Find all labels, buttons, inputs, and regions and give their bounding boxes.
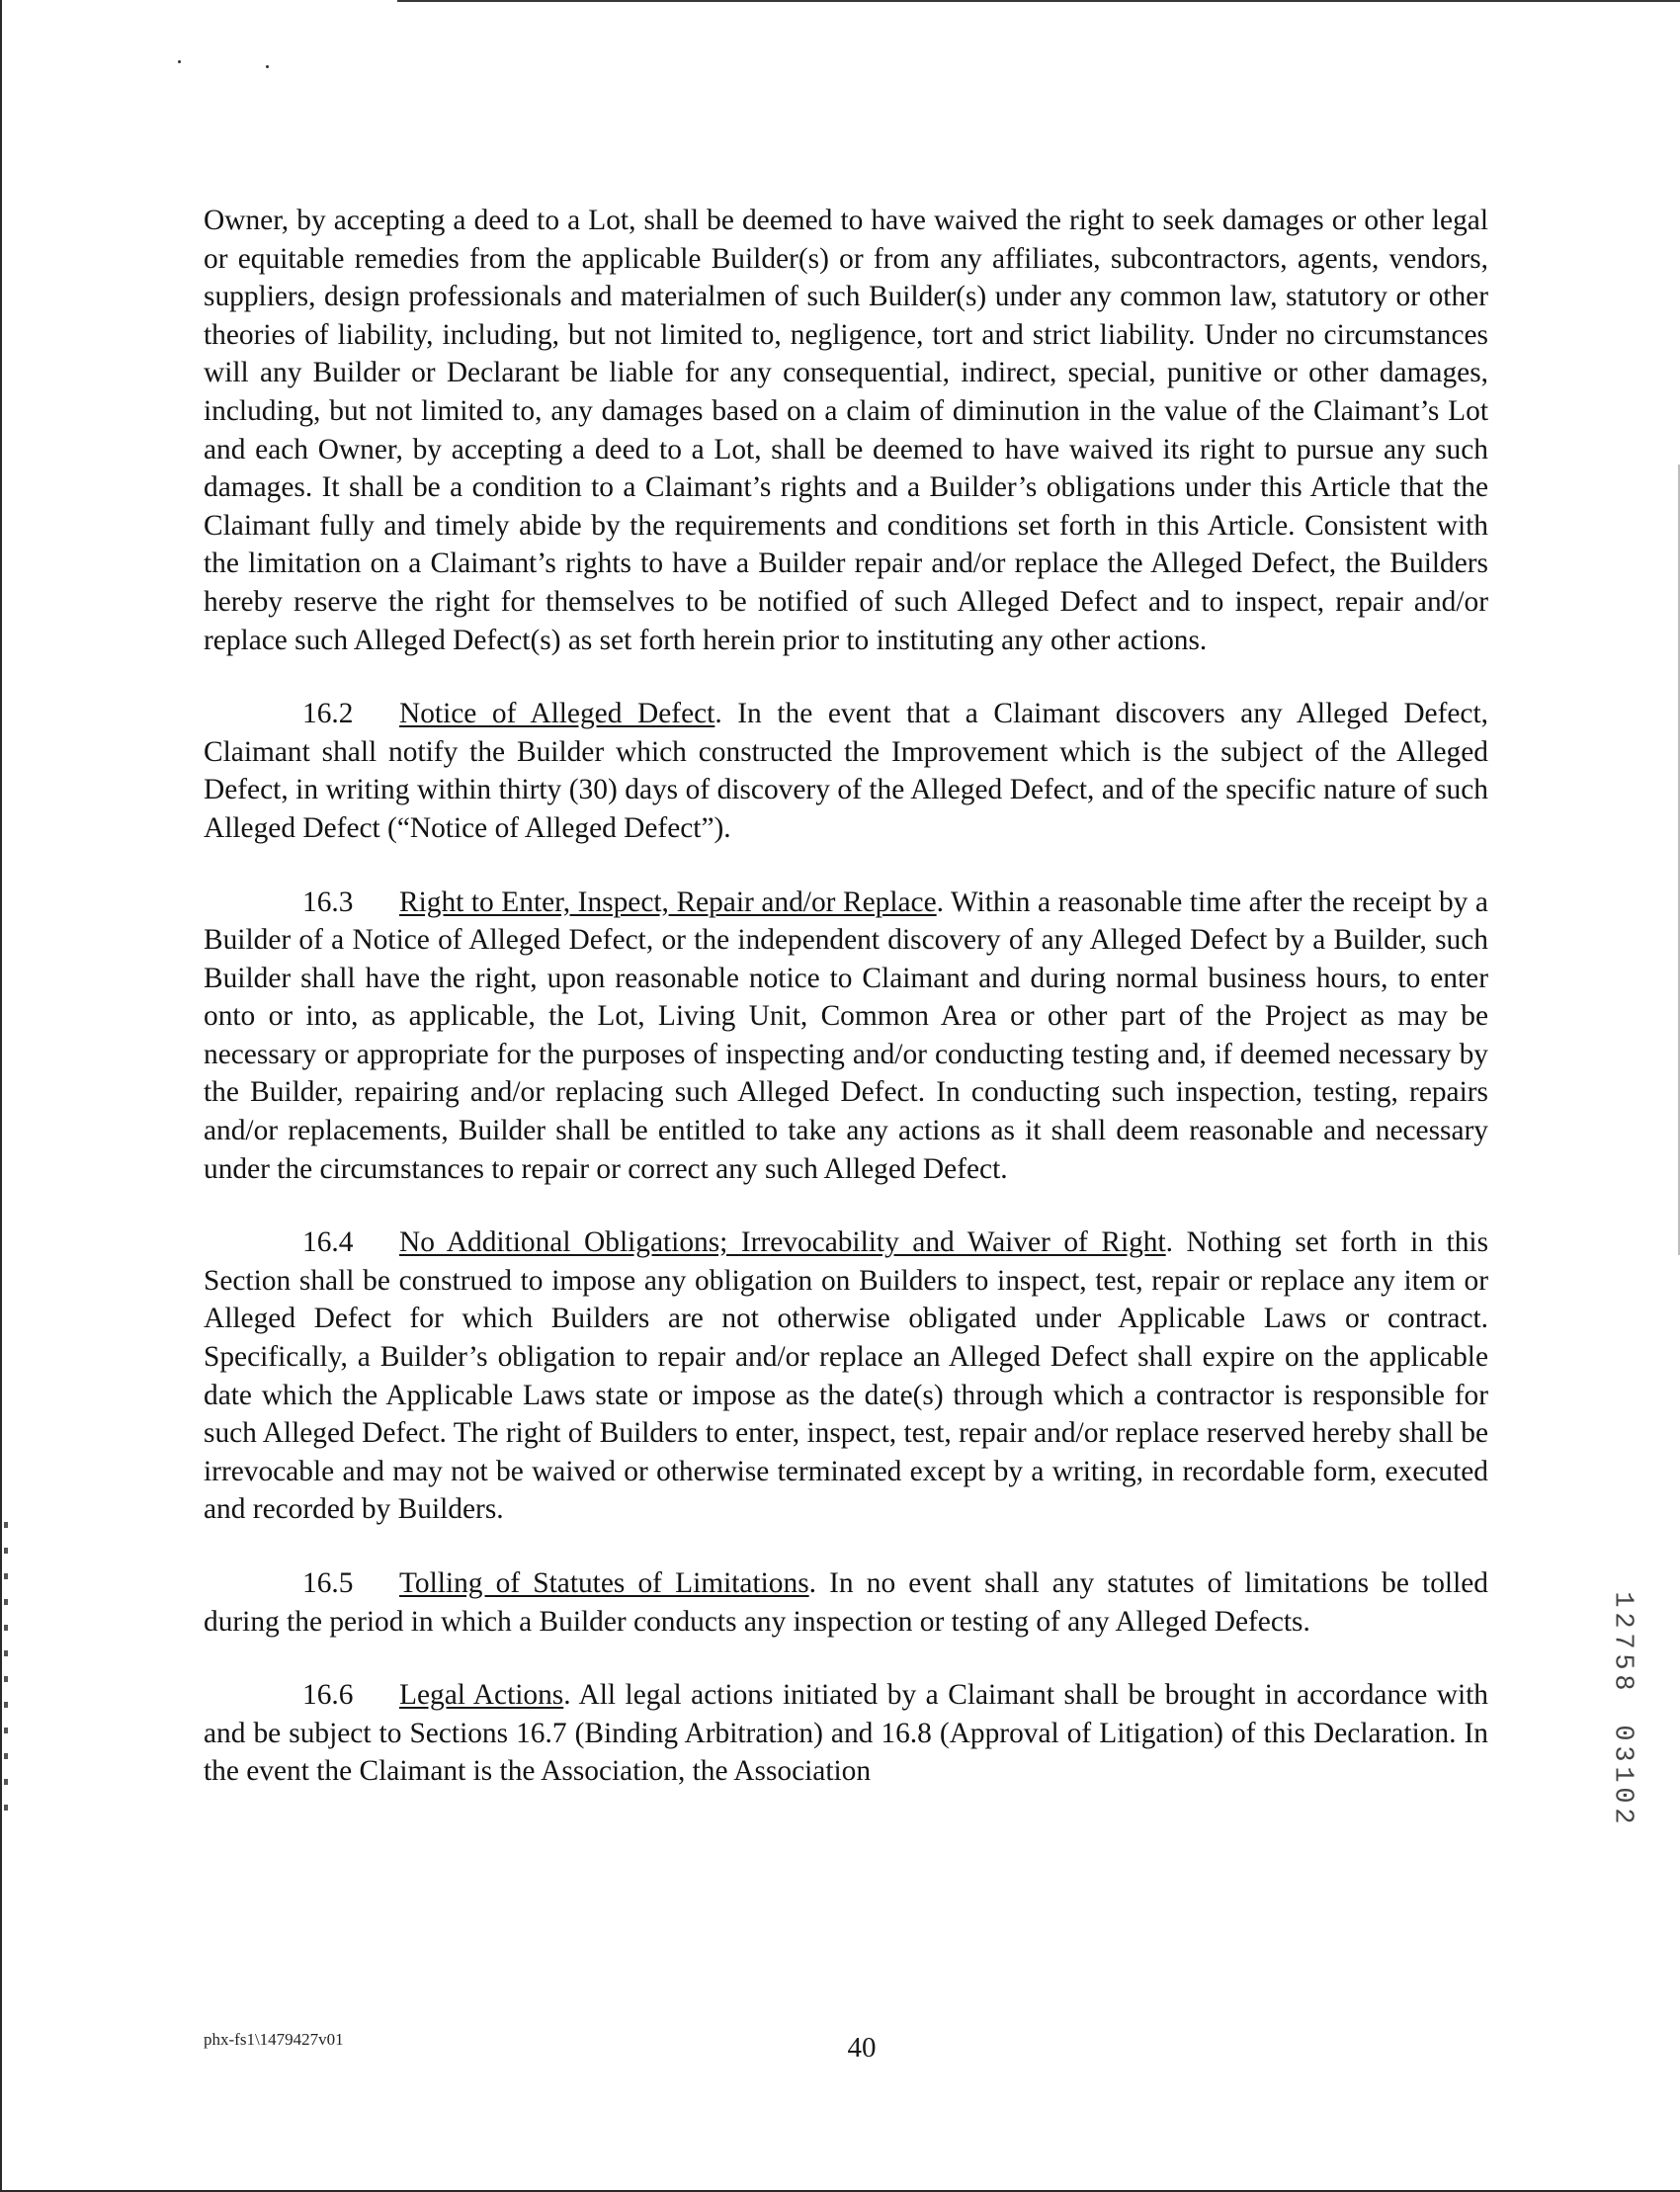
stamp-digit: 2 — [1607, 1612, 1638, 1629]
section-number: 16.4 — [302, 1226, 354, 1259]
scan-speck — [266, 65, 269, 68]
section-number: 16.5 — [302, 1567, 354, 1599]
stamp-digit: 0 — [1607, 1787, 1638, 1804]
stamp-digit: 8 — [1607, 1674, 1638, 1691]
stamp-digit: 7 — [1607, 1633, 1638, 1649]
section-text: . Within a reasonable time after the receipt by a Builder of a Notice of Alleged Defect, or the independent discovery of any Alleged Defect by a Builder, such Builder shall have the right, upon reasonable notice to Claimant and during normal business hours, to enter onto or into, as applicable, the Lot, Living Unit, Common Area or other part of the Project as may be necessary or appropriate for the purposes of inspecting and/or conducting testing and, if deemed necessary by the Builder, repairing and/or replacing such Alleged Defect. In conducting such inspection, testing, repairs and/or replacements, Builder shall be entitled to take any actions as it shall deem reasonable and necessary under the circumstances to repair or correct any such Alleged Defect. — [204, 885, 1488, 1185]
stamp-digit: 1 — [1607, 1766, 1638, 1783]
stamp-digit: 5 — [1607, 1653, 1638, 1670]
section-text: . All legal actions initiated by a Claimant shall be brought in accordance with and be subject to Sections 16.7 (Binding Arbitration) and 16.8 (Approval of Litigation) of this Declaration. In the event the Claimant is the Association, the Association — [204, 1679, 1489, 1788]
recording-stamp — [1605, 1589, 1638, 1826]
section-16-4 — [204, 1223, 1488, 1529]
top-border-line — [397, 0, 1680, 2]
section-text: . In no event shall any statutes of limitations be tolled during the period in which a Builder conducts any inspection or testing of any Alleged Defects. — [204, 1567, 1488, 1638]
section-heading: Right to Enter, Inspect, Repair and/or Replace — [399, 885, 937, 918]
section-number: 16.2 — [302, 698, 354, 730]
section-16-6 — [204, 1676, 1488, 1791]
section-16-2 — [204, 695, 1488, 847]
page-number: 40 — [847, 2032, 877, 2064]
section-heading: Notice of Alleged Defect — [399, 698, 715, 730]
section-16-5 — [204, 1564, 1488, 1641]
left-edge-marks — [4, 1522, 8, 1818]
stamp-digit: 1 — [1607, 1591, 1638, 1608]
section-text: . In the event that a Claimant discovers any Alleged Defect, Claimant shall notify the Builder which constructed the Improvement which is the subject of the Alleged Defect, in writing within thirty (30) days of discovery of the Alleged Defect, and of the specific nature of such Alleged Defect (“Notice of Alleged Defect”). — [204, 698, 1488, 844]
scan-speck — [178, 60, 181, 63]
section-16-3 — [204, 884, 1488, 1189]
section-number: 16.6 — [302, 1679, 354, 1712]
stamp-digit: 3 — [1607, 1745, 1638, 1762]
section-heading: Legal Actions — [399, 1679, 564, 1712]
section-number: 16.3 — [302, 885, 354, 918]
paragraph-text: Owner, by accepting a deed to a Lot, shall be deemed to have waived the right to seek damages or other legal or equitable remedies from the applicable Builder(s) or from any affiliates, subcontractors, agents, vendors, suppliers, design professionals and materialmen of such Builder(s) under any common law, statutory or other theories of liability, including, but not limited to, negligence, tort and strict liability. Under no circumstances will any Builder or Declarant be liable for any consequential, indirect, special, punitive or other damages, including, but not limited to, any damages based on a claim of diminution in the value of the Claimant’s Lot and each Owner, by accepting a deed to a Lot, shall be deemed to have waived its right to pursue any such damages. It shall be a condition to a Claimant’s rights and a Builder’s obligations under this Article that the Claimant fully and timely abide by the requirements and conditions set forth in this Article. Consistent with the limitation on a Claimant’s rights to have a Builder repair and/or replace the Alleged Defect, the Builders hereby reserve the right for themselves to be notified of such Alleged Defect and to inspect, repair and/or replace such Alleged Defect(s) as set forth herein prior to instituting any other actions. — [204, 205, 1488, 656]
section-heading: No Additional Obligations; Irrevocability and Waiver of Right — [399, 1226, 1166, 1259]
continuation-paragraph — [204, 202, 1488, 659]
stamp-digit: 0 — [1607, 1725, 1638, 1741]
section-heading: Tolling of Statutes of Limitations — [399, 1567, 809, 1599]
stamp-digit: 2 — [1607, 1808, 1638, 1824]
section-text: . Nothing set forth in this Section shall be construed to impose any obligation on Builders to inspect, test, repair or replace any item or Alleged Defect for which Builders are not otherwise obligated under Applicable Laws or contract. Specifically, a Builder’s obligation to repair and/or replace an Alleged Defect shall expire on the applicable date which the Applicable Laws state or impose as the date(s) through which a contractor is responsible for such Alleged Defect. The right of Builders to enter, inspect, test, repair and/or replace reserved hereby shall be irrevocable and may not be waived or otherwise terminated except by a writing, in recordable form, executed and recorded by Builders. — [204, 1226, 1489, 1526]
footer-document-id: phx-fs1\1479427v01 — [204, 2030, 344, 2049]
document-body — [204, 202, 1488, 1826]
